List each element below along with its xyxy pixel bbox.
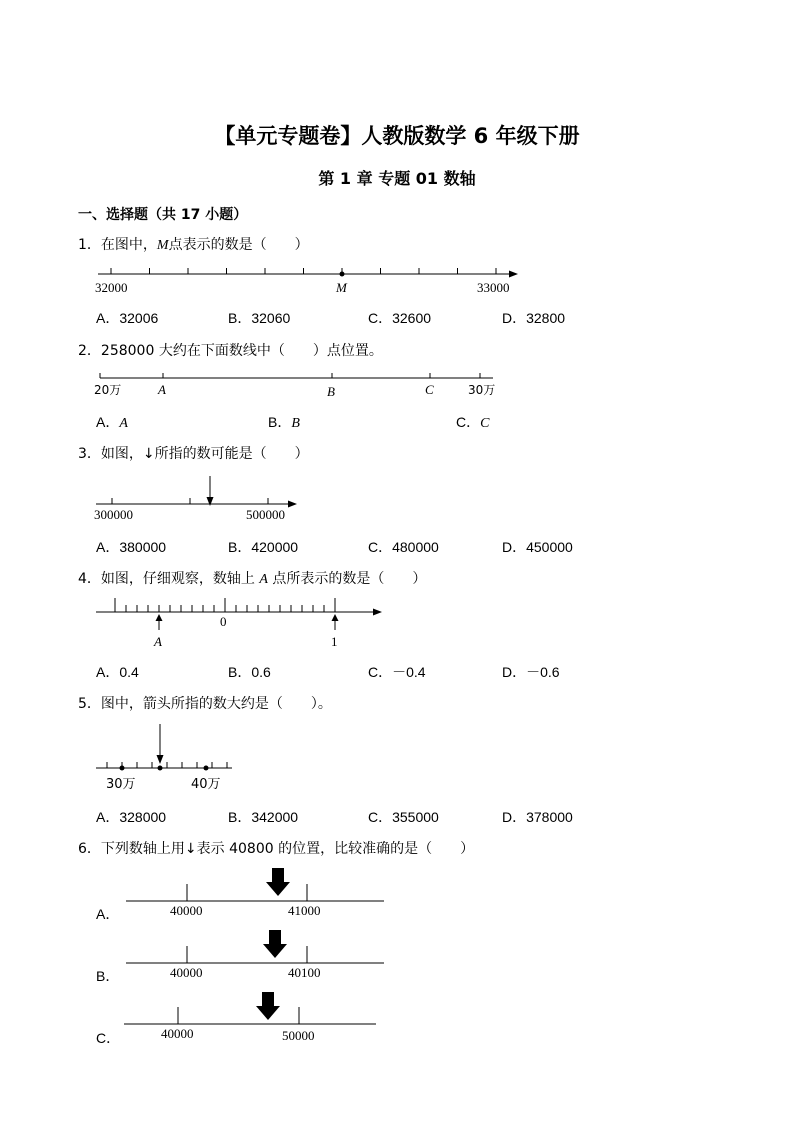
axis-label-right: 33000: [477, 280, 510, 295]
axis-label-zero: 0: [220, 614, 227, 629]
axis-label-left: 40000: [170, 903, 203, 918]
down-arrow-icon: ↓: [184, 841, 197, 857]
down-arrow-icon: ↓: [142, 446, 155, 462]
axis-label-left: 20万: [94, 383, 122, 397]
question-6: [78, 838, 474, 858]
axis-arrow-icon: [373, 609, 382, 616]
question-1: [78, 234, 309, 254]
option-b[interactable]: B．420000: [228, 539, 299, 555]
variable-m: M: [156, 238, 169, 253]
axis-label-right: 41000: [288, 903, 321, 918]
axis-label-right: 30万: [468, 383, 496, 397]
axis-label-c: C: [425, 382, 434, 397]
axis-ticks: [111, 268, 496, 274]
question-number: 3．: [78, 446, 101, 462]
axis-arrow-icon: [288, 501, 297, 508]
question-text: 如图，仔细观察，数轴上: [100, 571, 260, 587]
axis-ticks: [112, 498, 268, 504]
question-number: 4．: [78, 571, 101, 587]
axis-label-left: 40000: [161, 1026, 194, 1041]
point-m: [340, 272, 345, 277]
question-text: 点所表示的数是（ ）: [267, 571, 427, 587]
choice-a-label[interactable]: A．: [96, 906, 120, 922]
question-5: [78, 693, 332, 713]
option-c[interactable]: C．480000: [368, 539, 439, 555]
number-line-q4: [90, 594, 390, 652]
question-3: [78, 443, 309, 463]
option-d[interactable]: D．－0.6: [502, 664, 560, 680]
option-c[interactable]: C．C: [456, 414, 490, 431]
axis-label-right: 40万: [191, 777, 221, 792]
page-subtitle: 第 1 章 专题 01 数轴: [318, 169, 476, 188]
question-text: 所指的数可能是（ ）: [154, 446, 309, 462]
question-text: 点表示的数是（ ）: [168, 237, 309, 253]
question-number: 5．: [78, 696, 101, 712]
question-number: 1．: [78, 237, 101, 253]
axis-label-a: A: [154, 634, 162, 649]
number-line-q2: [90, 370, 510, 402]
thick-arrow-icon: [263, 930, 287, 958]
option-a[interactable]: A．32006: [96, 310, 159, 326]
thick-arrow-icon: [266, 868, 290, 896]
question-text: 下列数轴上用: [100, 841, 185, 857]
choice-c-label[interactable]: C．: [96, 1030, 121, 1046]
axis-label-right: 500000: [246, 507, 285, 522]
option-a[interactable]: A．380000: [96, 539, 167, 555]
question-text: 表示 40800 的位置，比较准确的是（ ）: [196, 841, 475, 857]
axis-label-left: 300000: [94, 507, 133, 522]
thick-arrow-icon: [256, 992, 280, 1020]
option-d[interactable]: D．450000: [502, 539, 573, 555]
variable-a: A: [259, 572, 268, 587]
option-b[interactable]: B．342000: [228, 809, 299, 825]
axis-ticks: [115, 598, 335, 612]
number-line-q6-c[interactable]: [118, 988, 388, 1044]
axis-arrow-icon: [509, 271, 518, 278]
axis-label-b: B: [327, 384, 335, 399]
axis-label-a: A: [158, 382, 166, 397]
question-text: 258000 大约在下面数线中（ ）点位置。: [100, 343, 383, 359]
question-text: 如图，: [100, 446, 143, 462]
number-line-q6-b[interactable]: [120, 926, 390, 982]
axis-ticks: [100, 373, 480, 378]
axis-label-left: 32000: [95, 280, 128, 295]
axis-label-m: M: [336, 280, 347, 295]
question-number: 6．: [78, 841, 101, 857]
number-line-q3: [90, 472, 310, 524]
option-b[interactable]: B．B: [268, 414, 300, 431]
question-text: 在图中，: [100, 237, 157, 253]
axis-label-left: 30万: [106, 777, 136, 792]
option-a[interactable]: A．328000: [96, 809, 167, 825]
page-title: 【单元专题卷】人教版数学 6 年级下册: [214, 124, 580, 148]
choice-b-label[interactable]: B．: [96, 968, 120, 984]
axis-ticks: [107, 762, 227, 768]
option-c[interactable]: C．32600: [368, 310, 432, 326]
question-2: [78, 340, 383, 360]
number-line-q1: [90, 262, 530, 298]
option-c[interactable]: C．－0.4: [368, 664, 426, 680]
option-c[interactable]: C．355000: [368, 809, 439, 825]
question-4: [78, 568, 426, 588]
option-a[interactable]: A．A: [96, 414, 128, 431]
option-d[interactable]: D．32800: [502, 310, 566, 326]
axis-label-right: 40100: [288, 965, 321, 980]
number-line-q5: [90, 722, 240, 798]
axis-label-one: 1: [331, 634, 338, 649]
point-arrow: [158, 766, 163, 771]
section-heading: 一、选择题（共 17 小题）: [78, 207, 248, 223]
question-text: 图中，箭头所指的数大约是（ ）。: [100, 696, 332, 712]
option-b[interactable]: B．0.6: [228, 664, 271, 680]
axis-label-right: 50000: [282, 1028, 315, 1043]
point-right: [204, 766, 209, 771]
question-number: 2．: [78, 343, 101, 359]
number-line-q6-a[interactable]: [120, 864, 390, 920]
option-b[interactable]: B．32060: [228, 310, 291, 326]
axis-label-left: 40000: [170, 965, 203, 980]
option-a[interactable]: A．0.4: [96, 664, 139, 680]
point-left: [120, 766, 125, 771]
option-d[interactable]: D．378000: [502, 809, 573, 825]
